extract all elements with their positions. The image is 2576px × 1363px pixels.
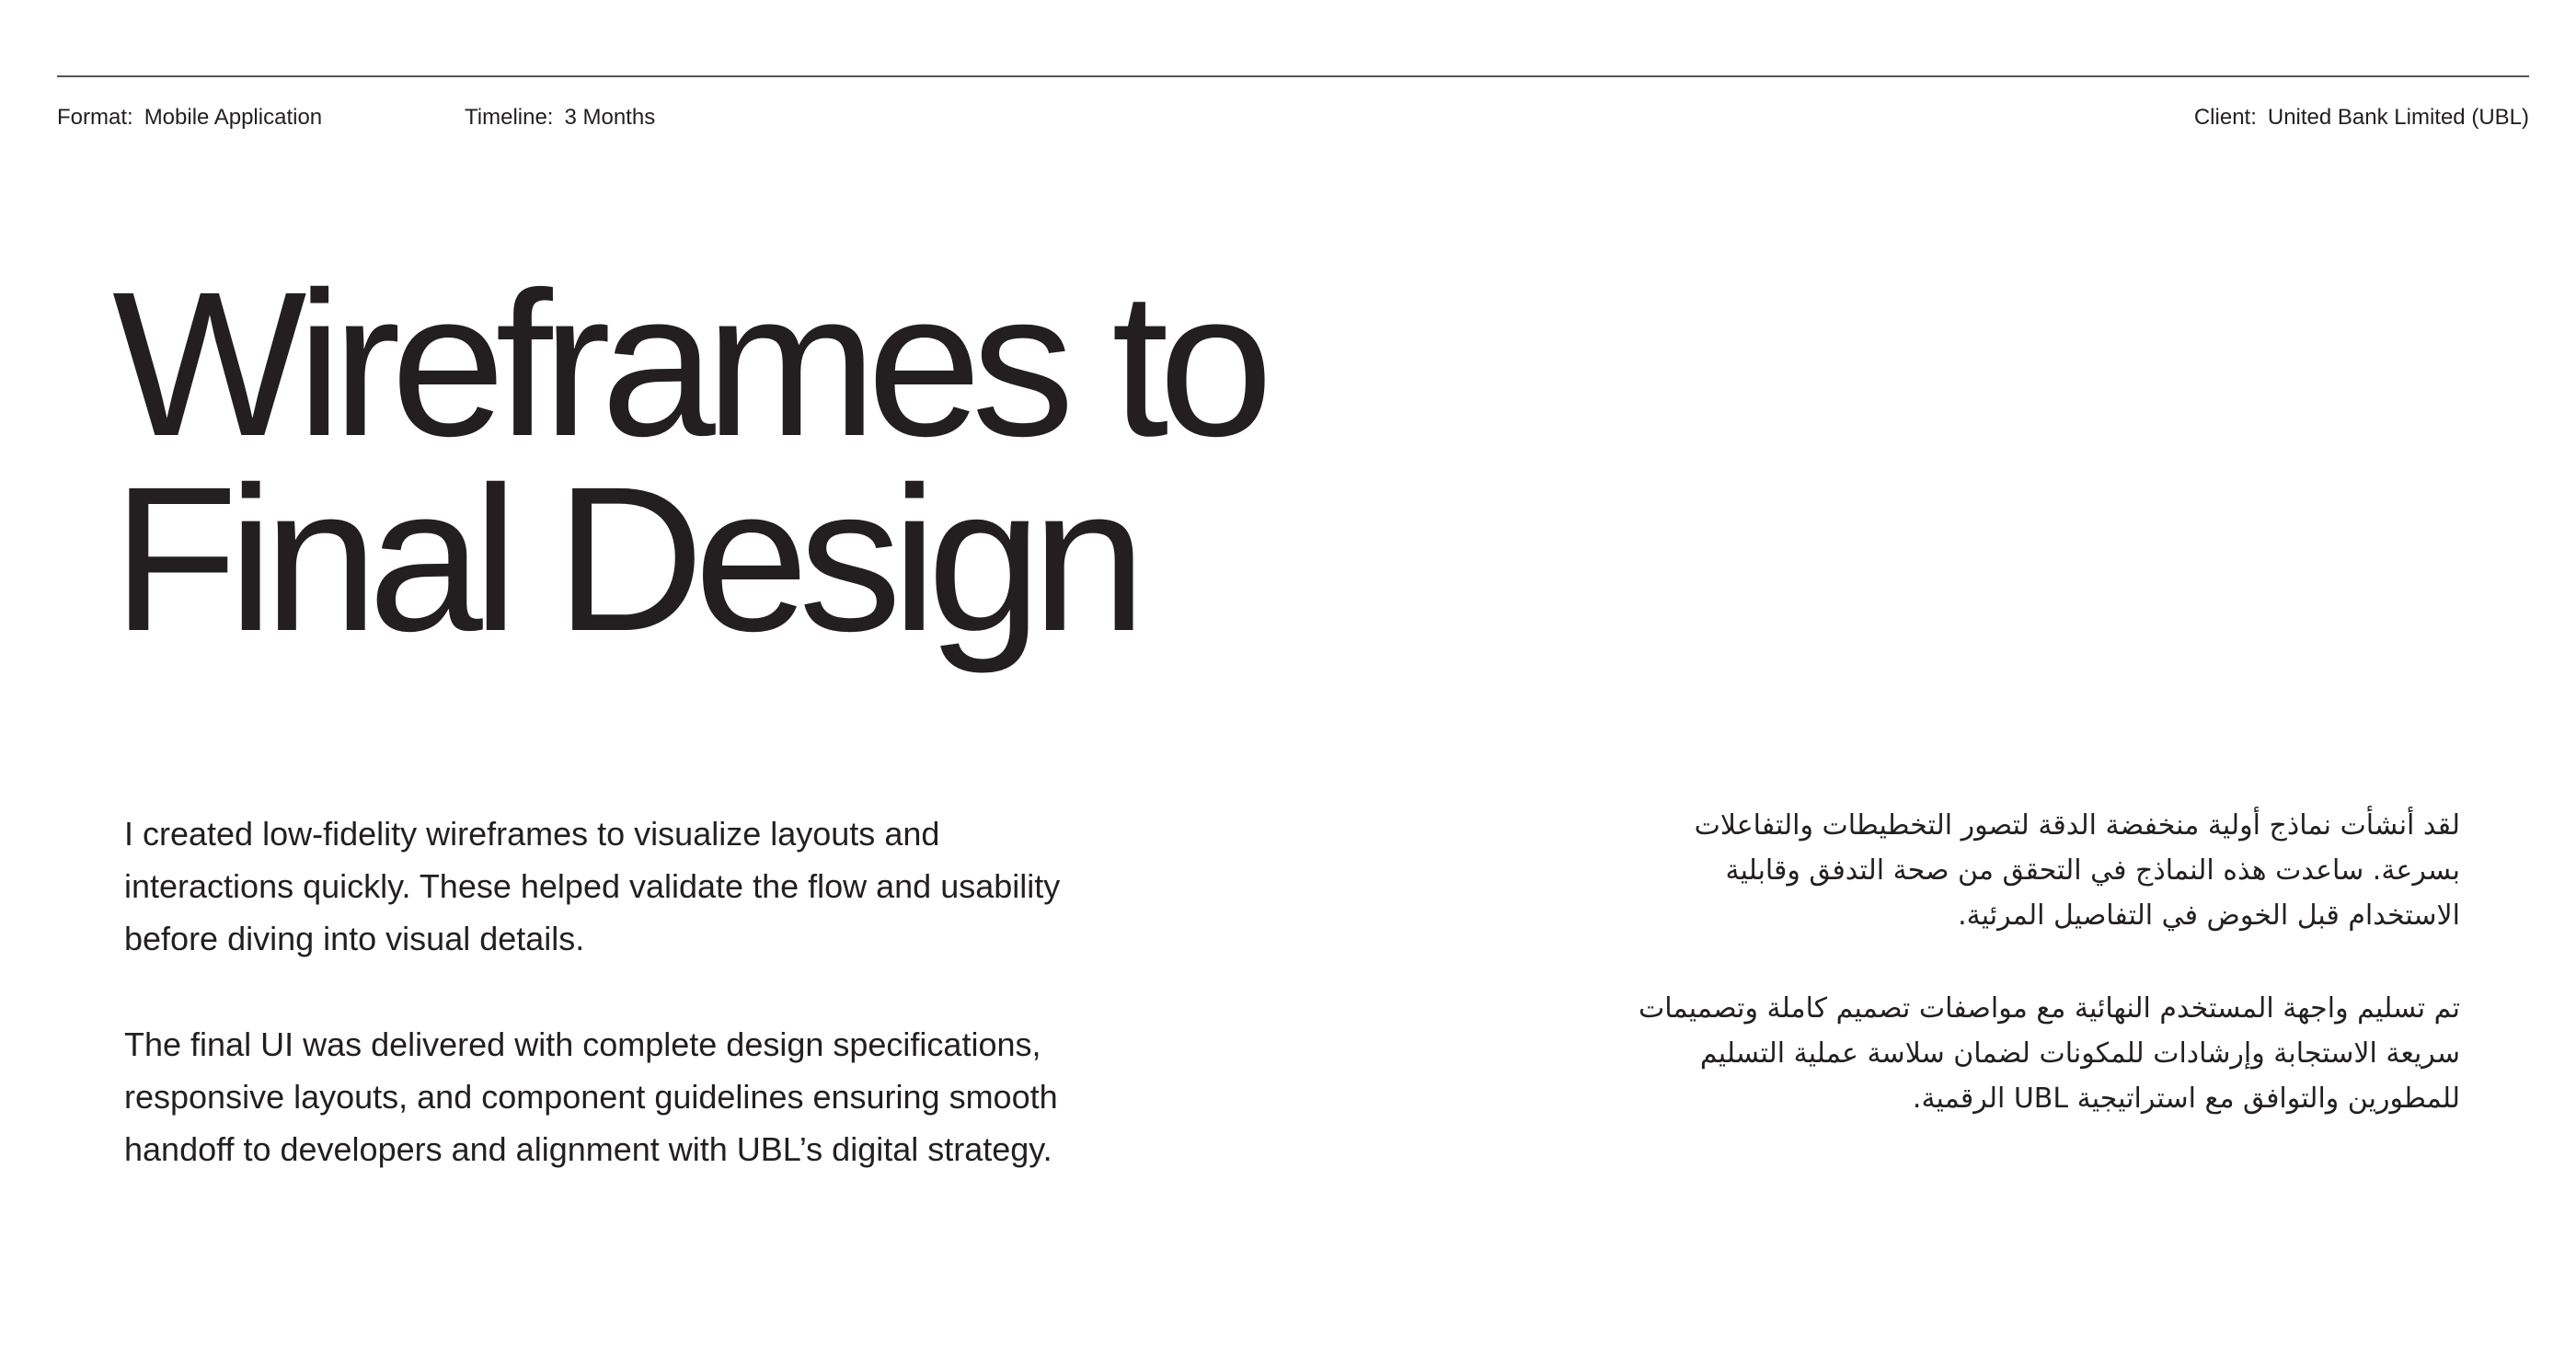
timeline-value: 3 Months [564,105,656,130]
client-label: Client: [2193,105,2257,130]
format-meta [57,104,322,132]
arabic-description [1632,803,2460,1169]
english-description [124,807,1099,1229]
format-label: Format: [57,105,133,130]
english-paragraph-2: The final UI was delivered with complete design specifications, responsive layouts, and component guidelines ensuring smooth handoff to developers and alignment with UBL’s digital strategy. [124,1025,1058,1168]
page-title-line-1: Wireframes to [112,249,1263,479]
client-value: United Bank Limited (UBL) [2267,105,2529,130]
arabic-paragraph-1: لقد أنشأت نماذج أولية منخفضة الدقة لتصور التخطيطات والتفاعلات بسرعة. ساعدت هذه النماذج في التحقق من صحة التدفق وقابلية الاستخدام قبل الخوض في التفاصيل المرئية. [1694,809,2460,932]
timeline-meta [465,104,655,132]
page-title-line-2: Final Design [112,444,1137,674]
top-divider [57,75,2529,77]
page-title [112,249,1263,674]
client-meta [2194,104,2529,132]
timeline-label: Timeline: [465,105,554,130]
format-value: Mobile Application [144,105,323,130]
arabic-paragraph-2: تم تسليم واجهة المستخدم النهائية مع مواصفات تصميم كاملة وتصميمات سريعة الاستجابة وإرشادات للمكونات لضمان سلاسة عملية التسليم للمطورين والتوافق مع استراتيجية UBL الرقمية. [1639,992,2460,1115]
english-paragraph-1: I created low-fidelity wireframes to visualize layouts and interactions quickly. These helped validate the flow and usability before diving into visual details. [124,815,1061,957]
